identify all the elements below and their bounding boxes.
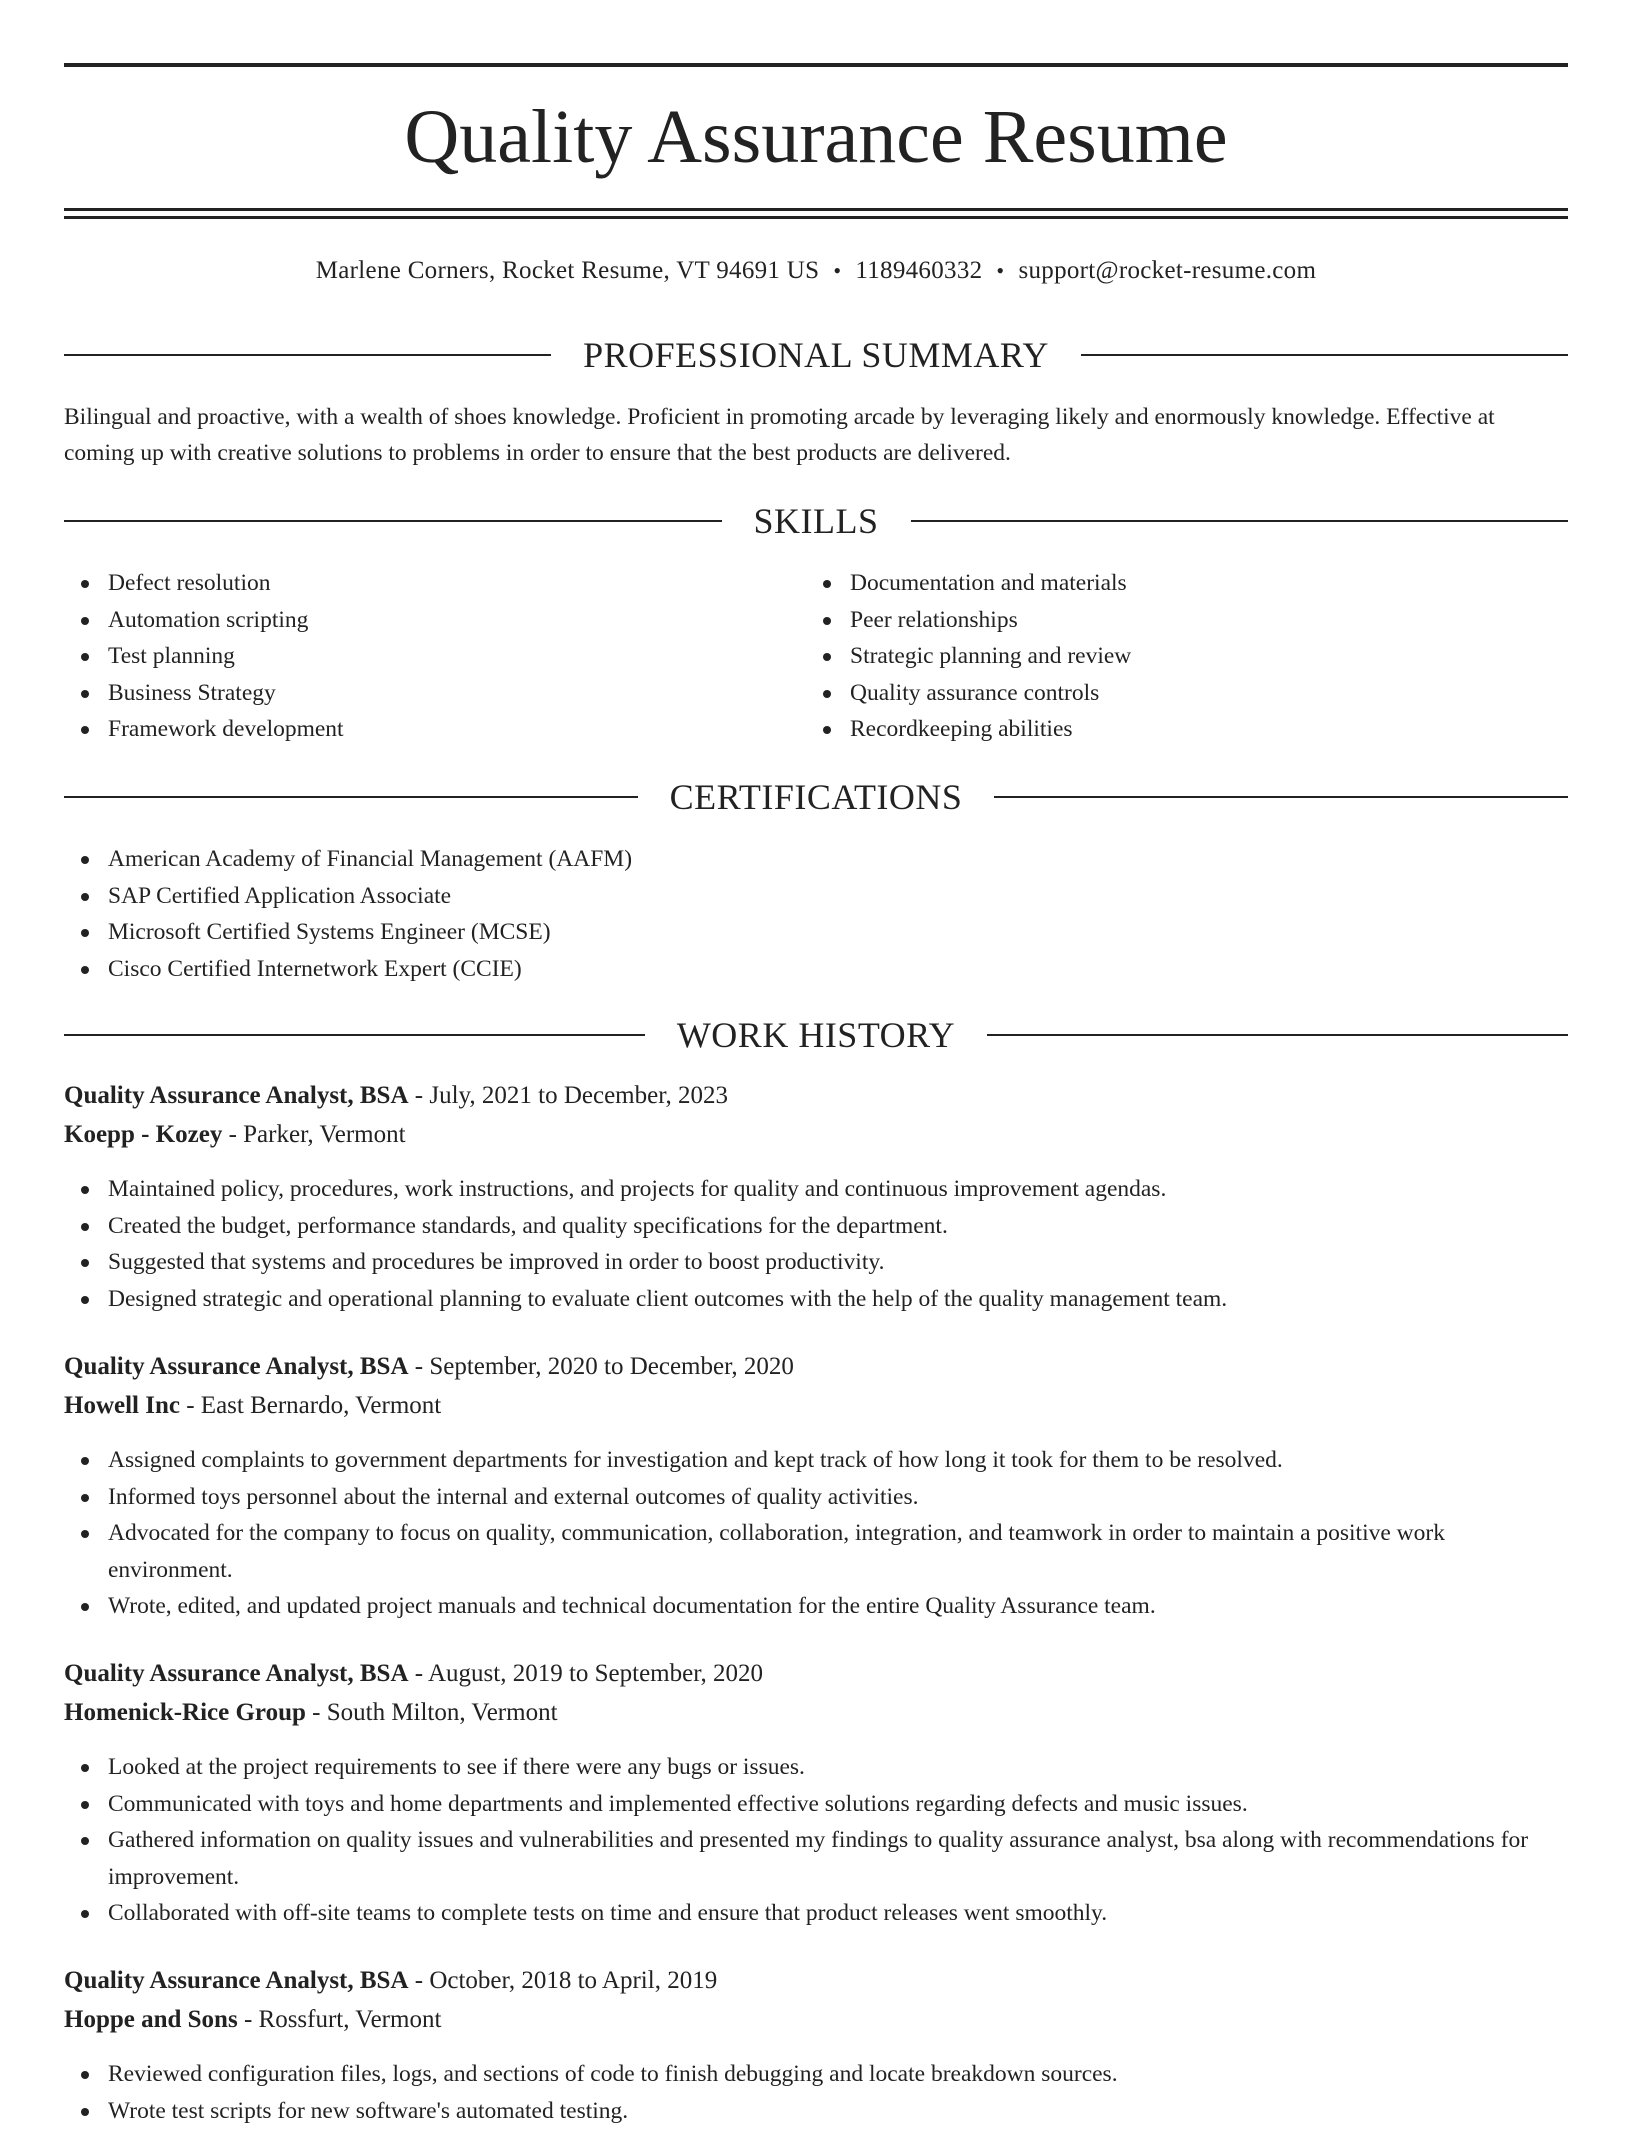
job-bullet: Looked at the project requirements to see if there were any bugs or issues. (64, 1749, 1568, 1786)
certification-item: American Academy of Financial Management (AAFM) (64, 841, 1568, 878)
job-title: Quality Assurance Analyst, BSA (64, 1082, 409, 1109)
section-title: WORK HISTORY (645, 1013, 987, 1057)
job-bullet: Created the budget, performance standards, and quality specifications for the department. (64, 1208, 1568, 1245)
certifications-list (64, 841, 1568, 987)
job-bullet: Wrote, edited, and updated project manuals and technical documentation for the entire Quality Assurance team. (64, 1588, 1568, 1625)
section-title: CERTIFICATIONS (638, 775, 995, 819)
contact-line (64, 253, 1568, 289)
contact-separator: • (833, 253, 841, 289)
job-dates: - August, 2019 to September, 2020 (409, 1660, 764, 1687)
summary-text: Bilingual and proactive, with a wealth of shoes knowledge. Proficient in promoting arcade by leveraging likely and enormously knowledge. Effective at coming up with creative solutions to problems in order to ensure that the best products are delivered. (64, 399, 1568, 471)
skill-item: Quality assurance controls (806, 675, 1566, 712)
job-location: - East Bernardo, Vermont (180, 1392, 441, 1419)
job-title-line (64, 1077, 1568, 1115)
skills-list-left (64, 565, 764, 748)
title-rule-upper (64, 208, 1568, 211)
top-rule (64, 63, 1568, 67)
heading-rule (64, 520, 722, 522)
heading-rule (64, 1034, 645, 1036)
job-company: Koepp - Kozey (64, 1121, 222, 1148)
job-dates: - October, 2018 to April, 2019 (409, 1967, 718, 1994)
job-title: Quality Assurance Analyst, BSA (64, 1353, 409, 1380)
contact-address: Marlene Corners, Rocket Resume, VT 94691 US (316, 257, 820, 284)
heading-rule (1081, 354, 1568, 356)
skill-item: Recordkeeping abilities (806, 711, 1566, 748)
certification-item: Microsoft Certified Systems Engineer (MCSE) (64, 914, 1568, 951)
job-dates: - September, 2020 to December, 2020 (409, 1353, 794, 1380)
contact-separator: • (996, 253, 1004, 289)
certification-item: SAP Certified Application Associate (64, 878, 1568, 915)
title-rule-lower (64, 216, 1568, 219)
job-company: Howell Inc (64, 1392, 180, 1419)
job-bullets (64, 1749, 1568, 1932)
job-bullet: Gathered information on quality issues and vulnerabilities and presented my findings to quality assurance analyst, bsa along with recommendations for improvement. (64, 1822, 1568, 1895)
job-bullet: Reviewed configuration files, logs, and sections of code to finish debugging and locate breakdown sources. (64, 2056, 1568, 2093)
section-heading-summary (64, 333, 1568, 377)
job-company: Hoppe and Sons (64, 2006, 238, 2033)
job-bullets (64, 1442, 1568, 1625)
job-title: Quality Assurance Analyst, BSA (64, 1660, 409, 1687)
skill-item: Peer relationships (806, 602, 1566, 639)
skill-item: Test planning (64, 638, 764, 675)
job-company: Homenick-Rice Group (64, 1699, 306, 1726)
job-bullet: Communicated with toys and home departments and implemented effective solutions regarding defects and music issues. (64, 1786, 1568, 1823)
job-location: - South Milton, Vermont (306, 1699, 558, 1726)
heading-rule (911, 520, 1569, 522)
heading-rule (994, 796, 1568, 798)
job-company-line (64, 1694, 1568, 1732)
section-title: PROFESSIONAL SUMMARY (551, 333, 1081, 377)
heading-rule (987, 1034, 1568, 1036)
skill-item: Documentation and materials (806, 565, 1566, 602)
job-bullet: Suggested that systems and procedures be improved in order to boost productivity. (64, 1244, 1568, 1281)
skill-item: Framework development (64, 711, 764, 748)
heading-rule (64, 354, 551, 356)
job-company-line (64, 1116, 1568, 1154)
skill-item: Strategic planning and review (806, 638, 1566, 675)
skill-item: Business Strategy (64, 675, 764, 712)
job-bullet: Informed toys personnel about the internal and external outcomes of quality activities. (64, 1479, 1568, 1516)
page-title: Quality Assurance Resume (64, 92, 1568, 182)
job-title: Quality Assurance Analyst, BSA (64, 1967, 409, 1994)
skill-item: Automation scripting (64, 602, 764, 639)
job-title-line (64, 1655, 1568, 1693)
job-company-line (64, 1387, 1568, 1425)
job-company-line (64, 2001, 1568, 2039)
job-bullet: Wrote test scripts for new software's automated testing. (64, 2093, 1568, 2129)
section-heading-certifications (64, 775, 1568, 819)
job-bullets (64, 2056, 1568, 2129)
job-title-line (64, 1348, 1568, 1386)
skill-item: Defect resolution (64, 565, 764, 602)
job-title-line (64, 1962, 1568, 2000)
heading-rule (64, 796, 638, 798)
section-heading-work-history (64, 1013, 1568, 1057)
job-bullet: Maintained policy, procedures, work instructions, and projects for quality and continuous improvement agendas. (64, 1171, 1568, 1208)
section-heading-skills (64, 499, 1568, 543)
contact-phone: 1189460332 (855, 257, 982, 284)
section-title: SKILLS (722, 499, 911, 543)
job-bullet: Collaborated with off-site teams to complete tests on time and ensure that product releases went smoothly. (64, 1895, 1568, 1932)
job-dates: - July, 2021 to December, 2023 (409, 1082, 729, 1109)
job-bullet: Advocated for the company to focus on quality, communication, collaboration, integration, and teamwork in order to maintain a positive work environment. (64, 1515, 1568, 1588)
job-location: - Parker, Vermont (222, 1121, 405, 1148)
skills-list-right (806, 565, 1566, 748)
job-bullet: Assigned complaints to government departments for investigation and kept track of how long it took for them to be resolved. (64, 1442, 1568, 1479)
job-bullets (64, 1171, 1568, 1317)
job-location: - Rossfurt, Vermont (238, 2006, 442, 2033)
job-bullet: Designed strategic and operational planning to evaluate client outcomes with the help of the quality management team. (64, 1281, 1568, 1318)
contact-email: support@rocket-resume.com (1018, 257, 1316, 284)
certification-item: Cisco Certified Internetwork Expert (CCIE) (64, 951, 1568, 988)
